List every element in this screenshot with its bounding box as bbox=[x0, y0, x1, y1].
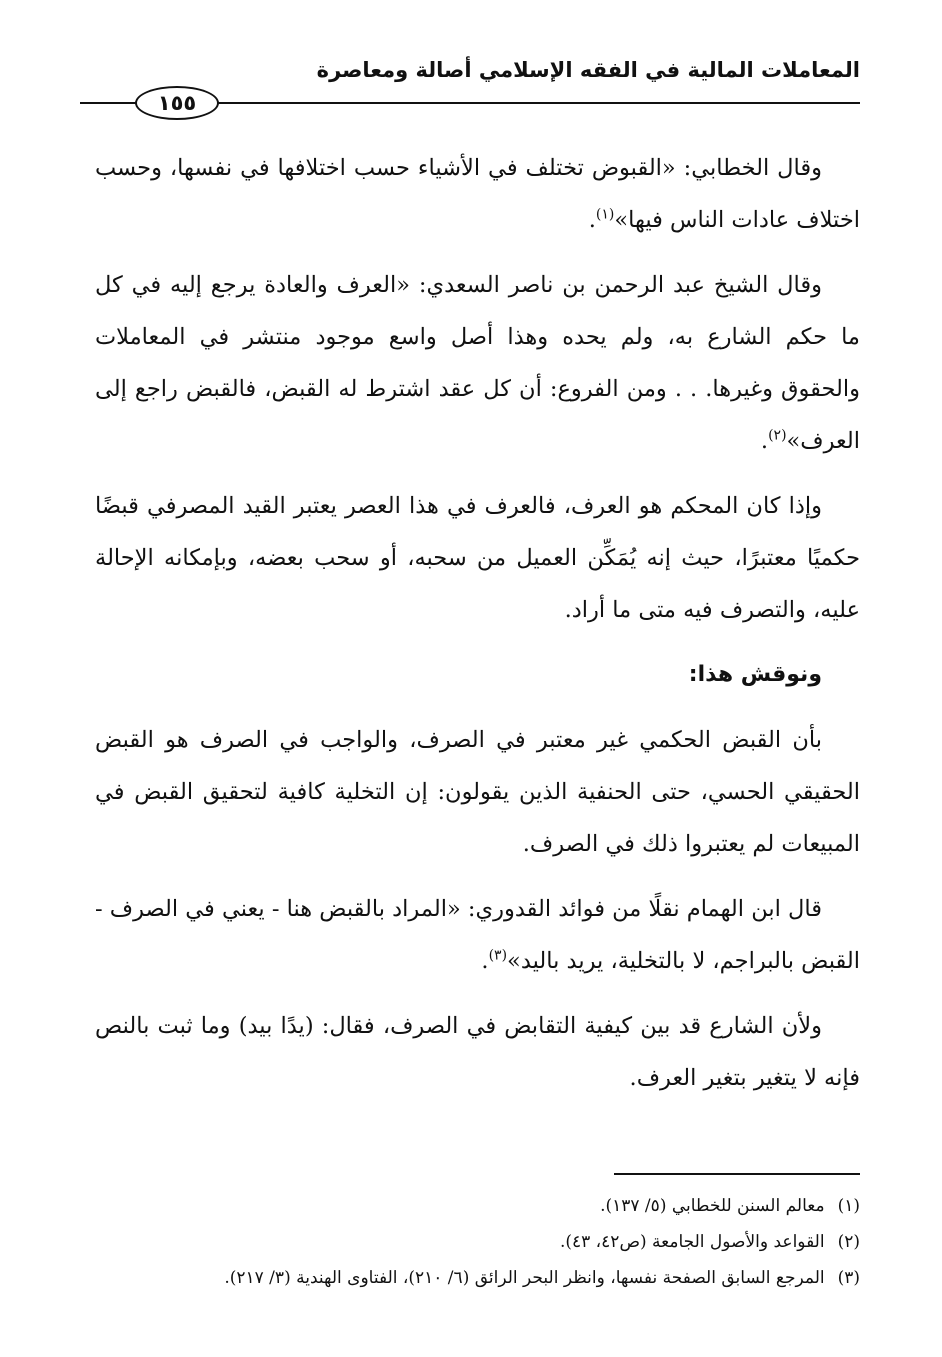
footnotes bbox=[80, 1188, 860, 1296]
footnote-ref: (٢) bbox=[768, 427, 787, 444]
paragraph: بأن القبض الحكمي غير معتبر في الصرف، والواجب في الصرف هو القبض الحقيقي الحسي، حتى الحنفية الذين يقولون: إن التخلية كافية لتحقيق القبض في المبيعات لم يعتبروا ذلك في الصرف. bbox=[95, 727, 860, 857]
footnote: (٢) القواعد والأصول الجامعة (ص٤٢، ٤٣). bbox=[80, 1224, 860, 1260]
paragraph: وقال الشيخ عبد الرحمن بن ناصر السعدي: «العرف والعادة يرجع إليه في كل ما حكم الشارع به، ولم يحده وهذا أصل واسع موجود منتشر في المعاملات والحقوق وغيرها. . . ومن الفروع: أن كل عقد اشترط له القبض، فالقبض راجع إلى العرف»$^{(٢)}$. bbox=[95, 272, 860, 454]
footnote: (١) معالم السنن للخطابي (٥/ ١٣٧). bbox=[80, 1188, 860, 1224]
paragraph: قال ابن الهمام نقلًا من فوائد القدوري: «المراد بالقبض هنا - يعني في الصرف - القبض بالبراجم، لا بالتخلية، يريد باليد»$^{(٣)}$. bbox=[95, 896, 860, 974]
paragraph: ولأن الشارع قد بين كيفية التقابض في الصرف، فقال: (يدًا بيد) وما ثبت بالنص فإنه لا يتغير بتغير العرف. bbox=[95, 1013, 860, 1091]
footnote-number: (٣) bbox=[837, 1268, 860, 1288]
book-title: المعاملات المالية في الفقه الإسلامي أصالة ومعاصرة bbox=[316, 58, 860, 82]
footnote-ref: (٣) bbox=[488, 947, 508, 964]
page-number: ١٥٥ bbox=[135, 86, 219, 120]
footnote: (٣) المرجع السابق الصفحة نفسها، وانظر البحر الرائق (٦/ ٢١٠)، الفتاوى الهندية (٣/ ٢١٧). bbox=[80, 1260, 860, 1296]
paragraph: وقال الخطابي: «القبوض تختلف في الأشياء حسب اختلافها في نفسها، وحسب اختلاف عادات الناس فيها»$^{(١)}$. bbox=[95, 155, 860, 233]
footnote-number: (١) bbox=[837, 1196, 860, 1216]
paragraph: وإذا كان المحكم هو العرف، فالعرف في هذا العصر يعتبر القيد المصرفي قبضًا حكميًا معتبرًا، حيث إنه يُمَكِّن العميل من سحبه، أو سحب بعضه، وبإمكانه الإحالة عليه، والتصرف فيه متى ما أراد. bbox=[95, 493, 860, 623]
footnote-number: (٢) bbox=[837, 1232, 860, 1252]
footnote-ref: (١) bbox=[595, 206, 615, 223]
running-header bbox=[80, 58, 860, 118]
main-text bbox=[95, 142, 860, 1117]
section-heading: ونوقش هذا: bbox=[688, 662, 822, 687]
footnote-separator bbox=[614, 1173, 860, 1175]
